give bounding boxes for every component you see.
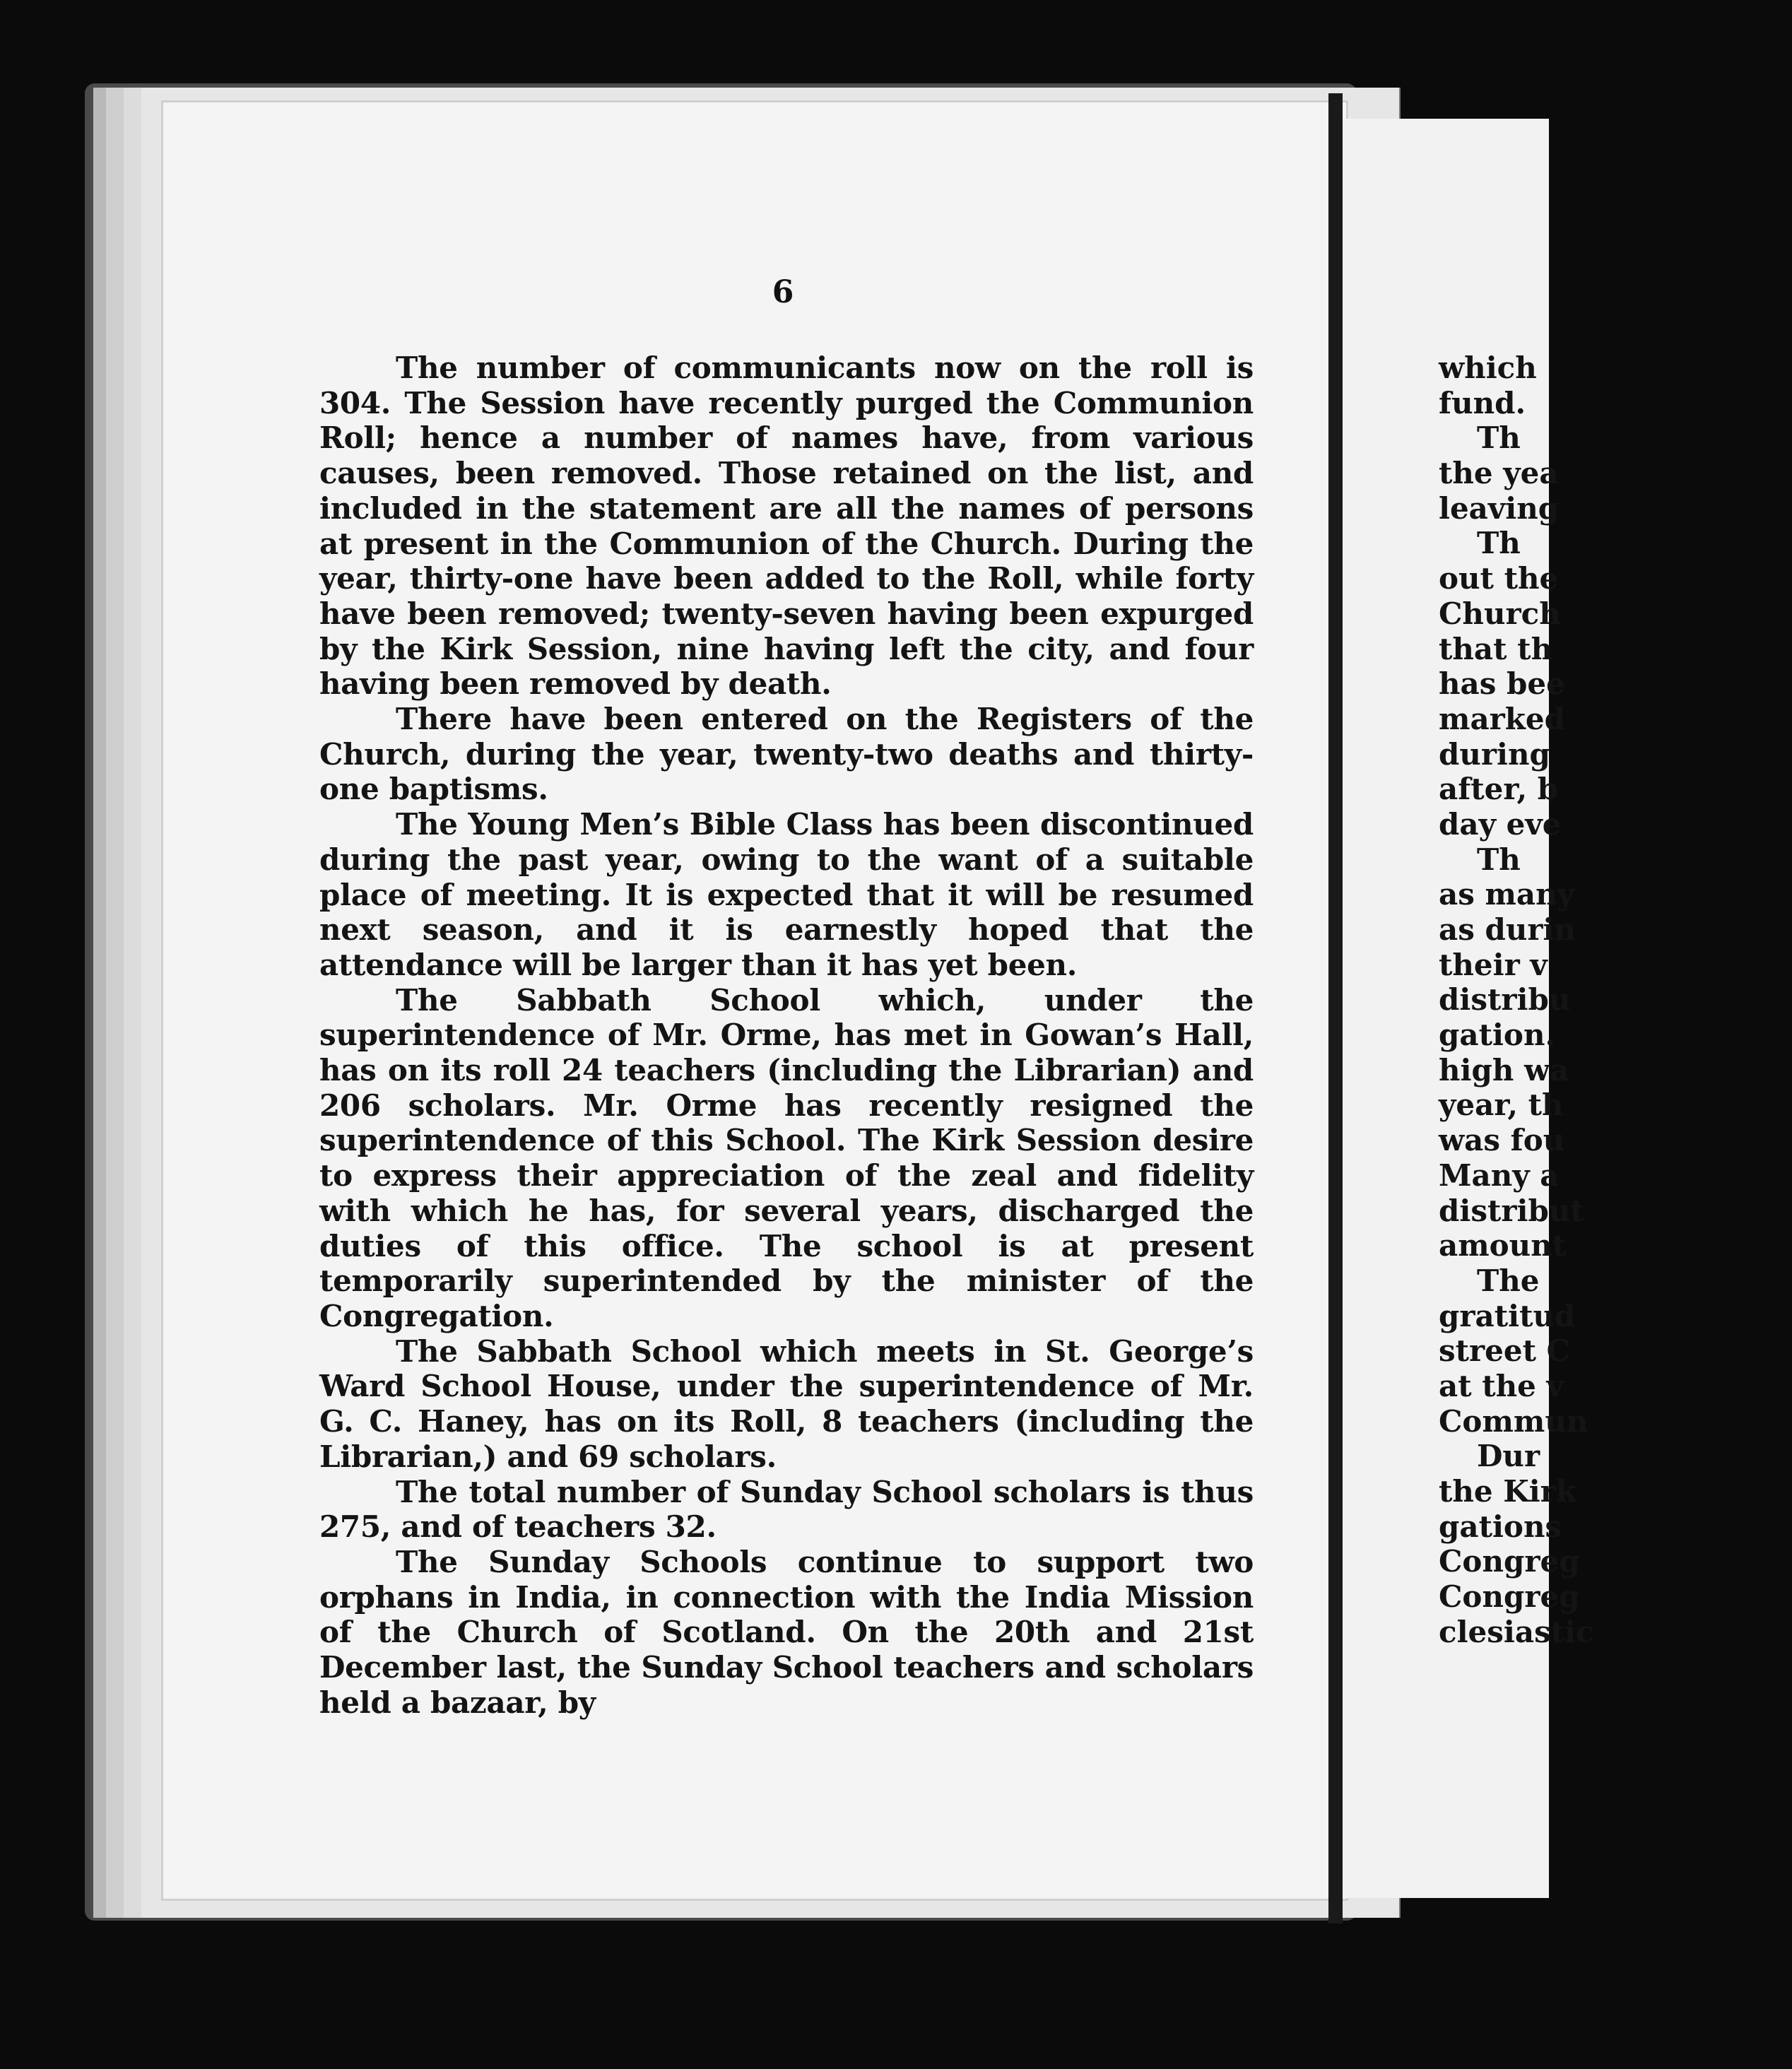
right-page-line: the yea	[1439, 456, 1559, 491]
right-page-line: Church	[1439, 596, 1561, 631]
right-page-line: was fou	[1439, 1123, 1565, 1158]
right-page-line: Congreg	[1439, 1579, 1580, 1615]
right-page-line: gratitud	[1439, 1298, 1576, 1333]
right-page-line: the Kirk	[1439, 1474, 1576, 1509]
right-page-line: their v	[1439, 947, 1548, 982]
paragraph-bible-class: The Young Men’s Bible Class has been discontinued during the past year, owing to the want of a suitable place of meeting. It is expected that it will be resumed next season, and it is earnestly hoped that the attendance will be larger than it has yet been.	[319, 807, 1254, 982]
right-page-line: The	[1477, 1263, 1540, 1298]
right-page-line: leaving	[1439, 490, 1560, 526]
paragraph-registers: There have been entered on the Registers of the Church, during the year, twenty-two deaths and thirty-one baptisms.	[319, 702, 1254, 807]
paragraph-total-scholars: The total number of Sunday School scholars is thus 275, and of teachers 32.	[319, 1474, 1254, 1545]
right-page-line: which	[1439, 350, 1537, 385]
right-page-line: has bee	[1439, 666, 1565, 702]
right-page-line: gation.	[1439, 1018, 1556, 1053]
right-page-line: as durin	[1439, 912, 1576, 947]
right-page-line: street C	[1439, 1333, 1571, 1369]
right-page-line: Commun	[1439, 1403, 1588, 1439]
paragraph-sabbath-school-gowans-hall: The Sabbath School which, under the superintendence of Mr. Orme, has met in Gowan’s Hall, has on its roll 24 teachers (including the Librarian) and 206 scholars. Mr. Orme has recently resigned the superintendence of this School. The Kirk Session desire to express their appreciation of the zeal and fidelity with which he has, for several years, discharged the duties of this office. The school is at present temporarily superintended by the minister of the Congregation.	[319, 982, 1254, 1333]
left-page-body	[319, 350, 1254, 1720]
right-page-line: Th	[1477, 526, 1521, 561]
right-page-line: Th	[1477, 420, 1521, 456]
right-page-line: during	[1439, 736, 1550, 772]
right-page-line: year, th	[1439, 1087, 1564, 1123]
right-page-line: day eve	[1439, 806, 1562, 842]
paragraph-communicants: The number of communicants now on the roll is 304. The Session have recently purged the Communion Roll; hence a number of names have, from various causes, been removed. Those retained on the list, and included in the statement are all the names of persons at present in the Communion of the Church. During the year, thirty-one have been added to the Roll, while forty have been removed; twenty-seven having been expurged by the Kirk Session, nine having left the city, and four having been removed by death.	[319, 350, 1254, 702]
right-page-line: Th	[1477, 842, 1521, 877]
right-page-body	[1439, 350, 1792, 1649]
right-page-line: fund.	[1439, 385, 1526, 420]
right-page-line: Congreg	[1439, 1544, 1580, 1579]
right-page-line: Dur	[1477, 1439, 1540, 1474]
book-gutter	[1328, 93, 1343, 1923]
right-page-line: at the v	[1439, 1368, 1564, 1403]
right-page-line: distribut	[1439, 1193, 1584, 1228]
right-page-line: clesiastic	[1439, 1614, 1594, 1649]
right-page-line: gations	[1439, 1509, 1562, 1544]
right-page-line: Many a	[1439, 1157, 1560, 1193]
right-page-line: marked	[1439, 701, 1565, 736]
right-page-line: amount	[1439, 1228, 1567, 1263]
paragraph-orphans-india: The Sunday Schools continue to support two orphans in India, in connection with the India Mission of the Church of Scotland. On the 20th and 21st December last, the Sunday School teachers and scholars held a bazaar, by	[319, 1544, 1254, 1720]
right-page-line: out the	[1439, 561, 1559, 596]
page-number: 6	[772, 274, 794, 310]
right-page-line: after, b	[1439, 772, 1559, 807]
paragraph-sabbath-school-st-georges: The Sabbath School which meets in St. George’s Ward School House, under the superintendence of Mr. G. C. Haney, has on its Roll, 8 teachers (including the Librarian,) and 69 scholars.	[319, 1333, 1254, 1474]
right-page-line: high wa	[1439, 1052, 1569, 1087]
right-page-line: as many	[1439, 877, 1575, 912]
right-page-line: that th	[1439, 631, 1553, 666]
right-page-line: distribu	[1439, 982, 1571, 1018]
